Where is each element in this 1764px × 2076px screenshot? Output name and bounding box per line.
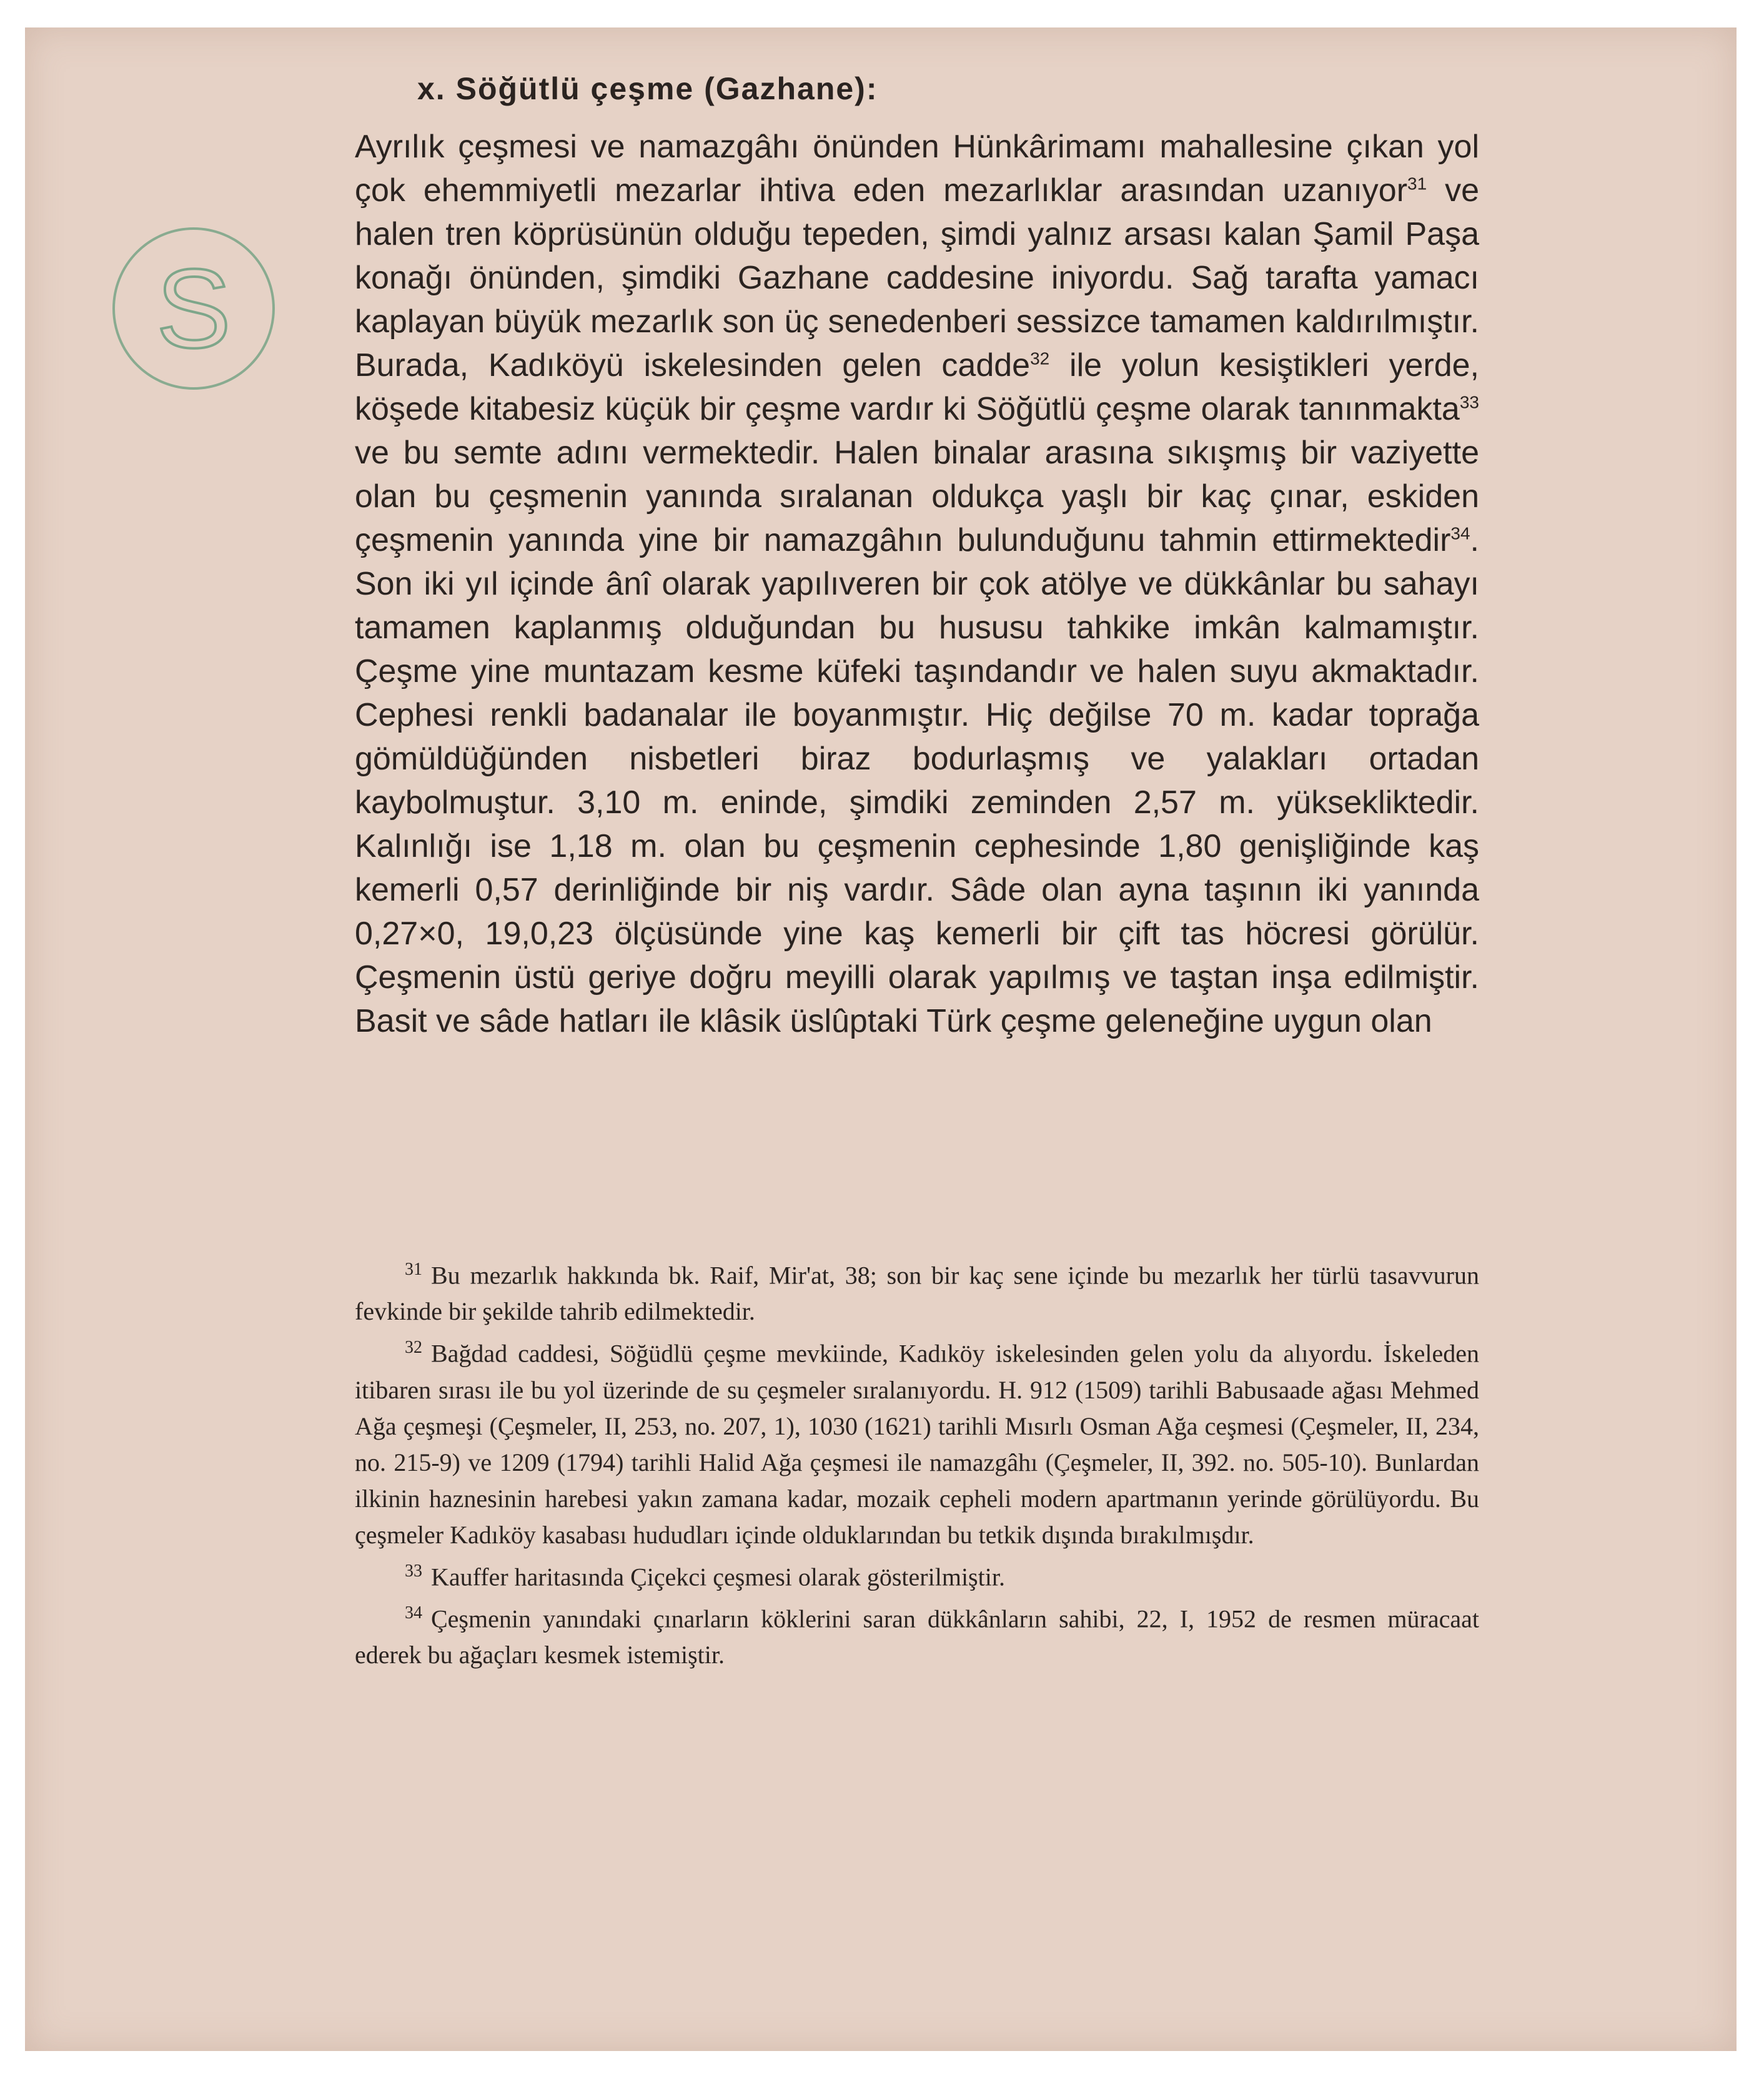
footnote-text: Bağdad caddesi, Söğüdlü çeşme mevkiinde, Kadıköy iskelesinden gelen yolu da alıyordu. İskeleden itibaren sırası ile bu yol üzerinde de su çeşmeler sıralanıyordu. H. 912 (1509) tarihli Babusaade ağası Mehmed Ağa çeşmeşi (Çeşmeler, II, 253, no. 207, 1), 1030 (1621) tarihli Mısırlı Osman Ağa ceşmesi (Çeşmeler, II, 234, no. 215-9) ve 1209 (1794) tarihli Halid Ağa çeşmesi ile namazgâhı (Çeşmeler, II, 392. no. 505-10). Bunlardan ilkinin haznesinin harebesi yakın zamana kadar, mozaik cepheli modern apartmanın yerinde görülüyordu. Bu çeşmeler Kadıköy kasabası hududları içinde olduklarından bu tetkik dışında bırakılmışdır. (355, 1339, 1479, 1549)
footnote-ref: 32 (1030, 348, 1050, 368)
body-paragraph (355, 125, 1479, 1043)
body-text-part: ve bu semte adını vermektedir. Halen binalar arasına sıkışmış bir vaziyette olan bu çeşmenin yanında sıralanan oldukça yaşlı bir kaç çınar, eskiden çeşmenin yanında yine bir namazgâhın bulunduğunu tahmin ettirmektedir (355, 435, 1479, 558)
footnote-text: Kauffer haritasında Çiçekci çeşmesi olarak gösterilmiştir. (431, 1562, 1005, 1591)
body-text-part: ile yolun kesiştikleri yerde, köşede kitabesiz küçük bir çeşme vardır ki Söğütlü çeşme olarak tanınmakta (355, 347, 1479, 427)
footnote-number: 34 (405, 1603, 422, 1623)
footnote-number: 32 (405, 1338, 422, 1358)
document-page (25, 27, 1737, 2051)
footnote-text: Bu mezarlık hakkında bk. Raif, Mir'at, 38; son bir kaç sene içinde bu mezarlık her türlü tasavvurun fevkinde bir şekilde tahrib edilmektedir. (355, 1261, 1479, 1326)
footnote-ref: 34 (1450, 523, 1470, 543)
footnote-number: 33 (405, 1561, 422, 1581)
footnote-ref: 31 (1407, 174, 1427, 194)
body-text-part: ve halen tren köprüsünün olduğu tepeden, şimdi yalnız arsası kalan Şamil Paşa konağı önünden, şimdiki Gazhane caddesine iniyordu. Sağ tarafta yamacı kaplayan büyük mezarlık son üç senedenberi sessizce tamamen kaldırılmıştır. Burada, Kadıköyü iskelesinden gelen cadde (355, 172, 1479, 383)
footnote (355, 1330, 1479, 1553)
body-text-part: Ayrılık çeşmesi ve namazgâhı önünden Hünkârimamı mahallesine çıkan yol çok ehemmiyetli mezarlar ihtiva eden mezarlıklar arasından uzanıyor (355, 129, 1479, 209)
footnote (355, 1595, 1479, 1673)
body-text-part: . Son iki yıl içinde ânî olarak yapılıveren bir çok atölye ve dükkânlar bu sahayı tamamen kaplanmış olduğundan bu hususu tahkike imkân kalmamıştır. Çeşme yine muntazam kesme küfeki taşındandır ve halen suyu akmaktadır. Cephesi renkli badanalar ile boyanmıştır. Hiç değilse 70 m. kadar toprağa gömüldüğünden nisbetleri biraz bodurlaşmış ve yalakları ortadan kaybolmuştur. 3,10 m. eninde, şimdiki zeminden 2,57 m. yüksekliktedir. Kalınlığı ise 1,18 m. olan bu çeşmenin cephesinde 1,80 genişliğinde kaş kemerli 0,57 derinliğinde bir niş vardır. Sâde olan ayna taşının iki yanında 0,27×0, 19,0,23 ölçüsünde yine kaş kemerli bir çift tas höcresi görülür. Çeşmenin üstü geriye doğru meyilli olarak yapılmış ve taştan inşa edilmiştir. Basit ve sâde hatları ile klâsik üslûptaki Türk çeşme geleneğine uygun olan (355, 522, 1479, 1039)
footnote-ref: 33 (1459, 392, 1479, 412)
footnote-number: 31 (405, 1260, 422, 1279)
footnotes (355, 1252, 1479, 1673)
stamp-letter: S (156, 246, 232, 372)
main-text-block (355, 64, 1479, 1043)
circled-s-stamp-icon (100, 215, 287, 402)
footnote (355, 1553, 1479, 1595)
section-title: x. Söğütlü çeşme (Gazhane): (417, 71, 878, 106)
footnote-text: Çeşmenin yanındaki çınarların köklerini saran dükkânların sahibi, 22, I, 1952 de resmen müracaat ederek bu ağaçları kesmek istemiştir. (355, 1604, 1479, 1669)
footnote (355, 1252, 1479, 1330)
